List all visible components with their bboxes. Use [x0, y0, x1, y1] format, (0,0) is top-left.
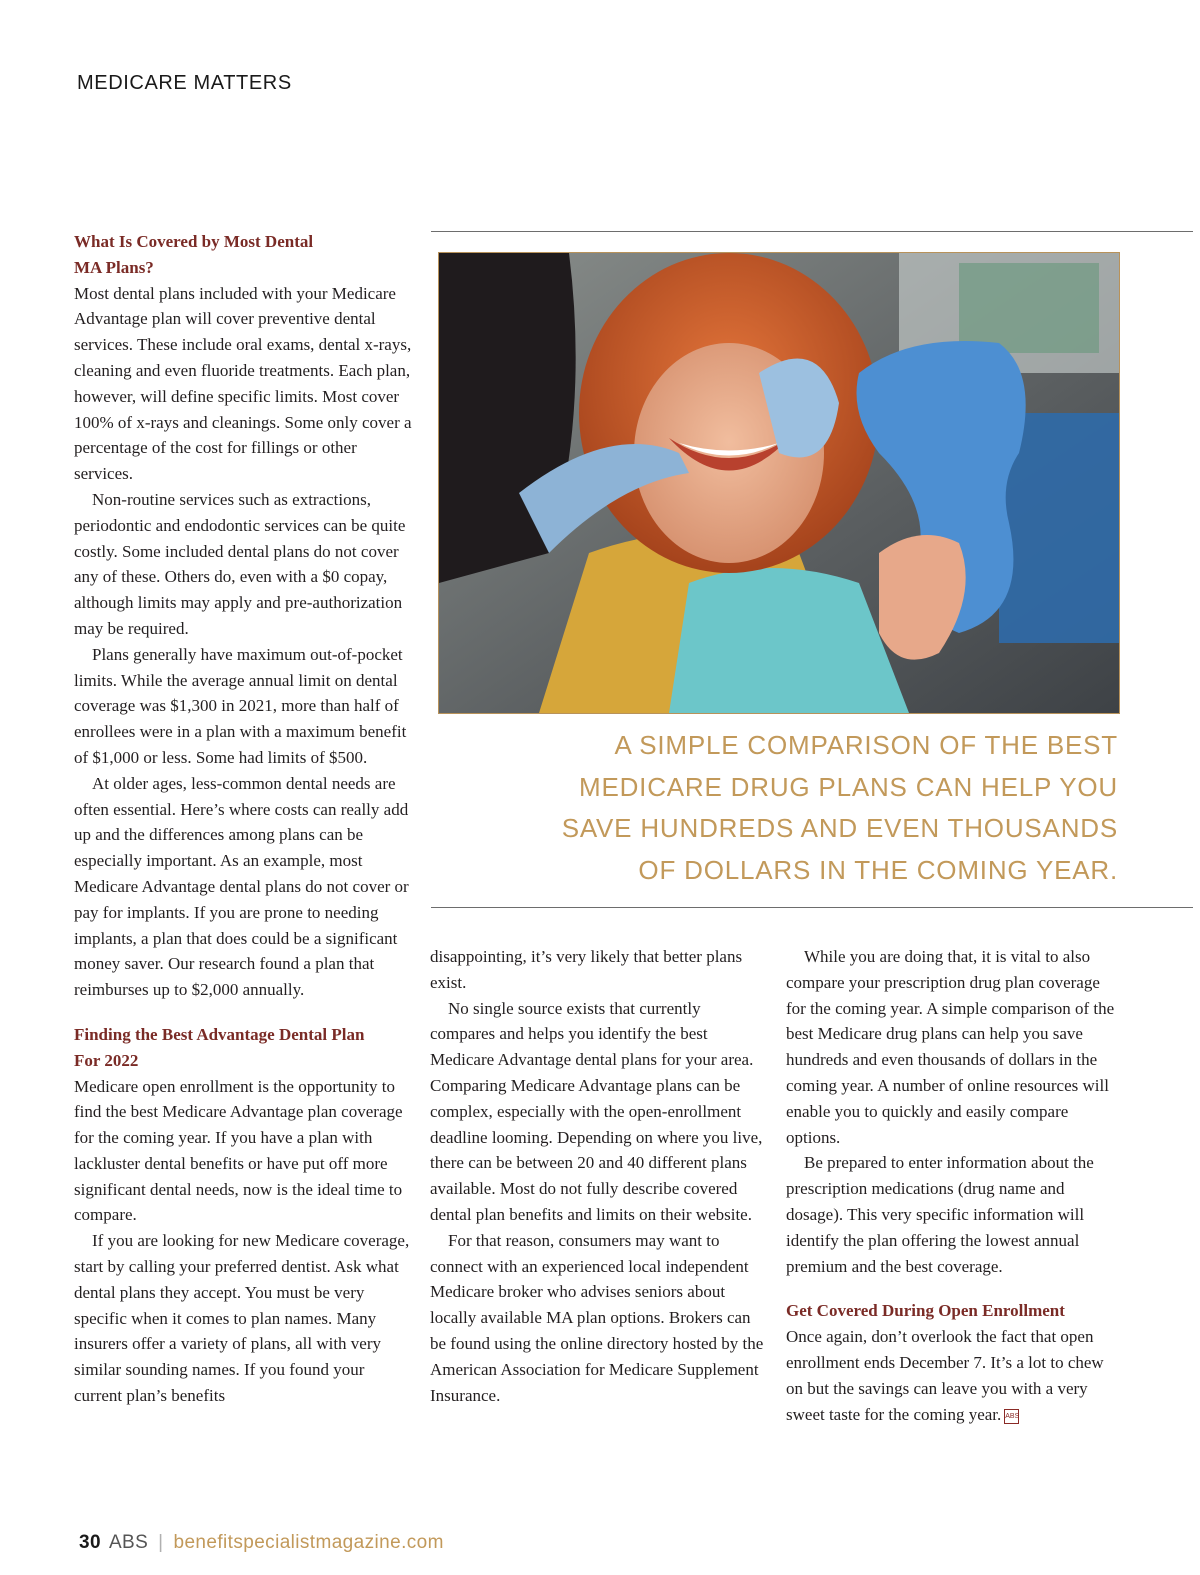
closing-text: Once again, don’t overlook the fact that open enrollment ends December 7. It’s a lot to chew on but the savings can leave you with a very sweet taste for the coming year. — [786, 1327, 1104, 1424]
website-url: benefitspecialistmagazine.com — [173, 1532, 444, 1553]
subheading-open-enrollment: Get Covered During Open Enrollment — [786, 1301, 1065, 1321]
body-paragraph: Most dental plans included with your Medicare Advantage plan will cover preventive dental services. These include oral exams, dental x-rays, cleaning and even fluoride treatments. Each plan, however, will define specific limits. Most cover 100% of x-rays and cleanings. Some only cover a percentage of the cost for fillings or other services. — [74, 283, 412, 484]
pull-quote-line: A SIMPLE COMPARISON OF THE BEST — [614, 730, 1118, 760]
body-paragraph: For that reason, consumers may want to connect with an experienced local independent Medicare broker who advises seniors about locally available MA plan options. Brokers can be found using the online directory hosted by the American Association for Medicare Supplement Insurance. — [430, 1230, 764, 1405]
page-number: 30 — [79, 1532, 101, 1553]
subheading-line: What Is Covered by Most Dental — [74, 232, 314, 251]
subheading-finding-best-plan — [74, 1022, 414, 1074]
pull-quote-line: SAVE HUNDREDS AND EVEN THOUSANDS — [561, 813, 1118, 843]
divider-rule — [431, 231, 1193, 232]
pull-quote-line: MEDICARE DRUG PLANS CAN HELP YOU — [579, 771, 1118, 802]
end-of-article-icon: ABS — [1004, 1409, 1019, 1424]
body-paragraph: At older ages, less-common dental needs are often essential. Here’s where costs can really add up and the differences among plans can be especially important. As an example, most Medicare Advantage dental plans do not cover or pay for implants. If you are prone to needing implants, a plan that does could be a significant money saver. Our research found a plan that reimburses up to $2,000 annually. — [74, 773, 409, 1000]
article-column-3 — [786, 944, 1122, 1427]
dental-patient-photo — [438, 252, 1120, 714]
section-label: MEDICARE MATTERS — [77, 72, 292, 94]
footer-separator: | — [158, 1532, 164, 1553]
subheading-line: Finding the Best Advantage Dental Plan — [74, 1024, 365, 1044]
article-column-2 — [430, 944, 766, 1408]
body-paragraph: Medicare open enrollment is the opportunity to find the best Medicare Advantage plan coverage for the coming year. If you have a plan with lackluster dental benefits or have put off more significant dental needs, now is the ideal time to compare. — [74, 1076, 403, 1225]
body-paragraph — [786, 1324, 1122, 1427]
article-column-1 — [74, 229, 414, 1409]
subheading-dental-coverage — [74, 229, 414, 281]
body-paragraph: No single source exists that currently compares and helps you identify the best Medicare Advantage dental plans for your area. Comparing Medicare Advantage plans can be complex, especially with the open-enrollment deadline looming. Depending on where you live, there can be between 20 and 40 different plans available. Most do not fully describe covered dental plan benefits and limits on their website. — [430, 998, 763, 1224]
body-paragraph: While you are doing that, it is vital to also compare your prescription drug plan coverage for the coming year. A simple comparison of the best Medicare drug plans can help you save hundreds and even thousands of dollars in the coming year. A number of online resources will enable you to quickly and easily compare options. — [786, 947, 1115, 1147]
divider-rule — [431, 907, 1193, 908]
pull-quote — [470, 725, 1118, 891]
body-paragraph: Plans generally have maximum out-of-pocket limits. While the average annual limit on dental coverage was $1,300 in 2021, more than half of enrollees were in a plan with a maximum benefit of $1,000 or less. Some had limits of $500. — [74, 644, 407, 767]
body-paragraph: Be prepared to enter information about the prescription medications (drug name and dosage). This very specific information will identify the plan offering the lowest annual premium and the best coverage. — [786, 1153, 1094, 1276]
pull-quote-line: OF DOLLARS IN THE COMING YEAR. — [638, 854, 1118, 885]
subheading-line: MA Plans? — [74, 257, 154, 277]
subheading-line: For 2022 — [74, 1050, 139, 1070]
body-paragraph: disappointing, it’s very likely that better plans exist. — [430, 947, 743, 992]
body-paragraph: If you are looking for new Medicare coverage, start by calling your preferred dentist. Ask what dental plans they accept. You must be very specific when it comes to plan names. Many insurers offer a variety of plans, all with very similar sounding names. If you found your current plan’s benefits — [74, 1231, 410, 1406]
publication-name: ABS — [108, 1532, 149, 1553]
body-paragraph: Non-routine services such as extractions, periodontic and endodontic services can be quite costly. Some included dental plans do not cover any of these. Others do, even with a $0 copay, although limits may apply and pre-authorization may be required. — [74, 489, 406, 638]
page-footer — [79, 1532, 444, 1554]
